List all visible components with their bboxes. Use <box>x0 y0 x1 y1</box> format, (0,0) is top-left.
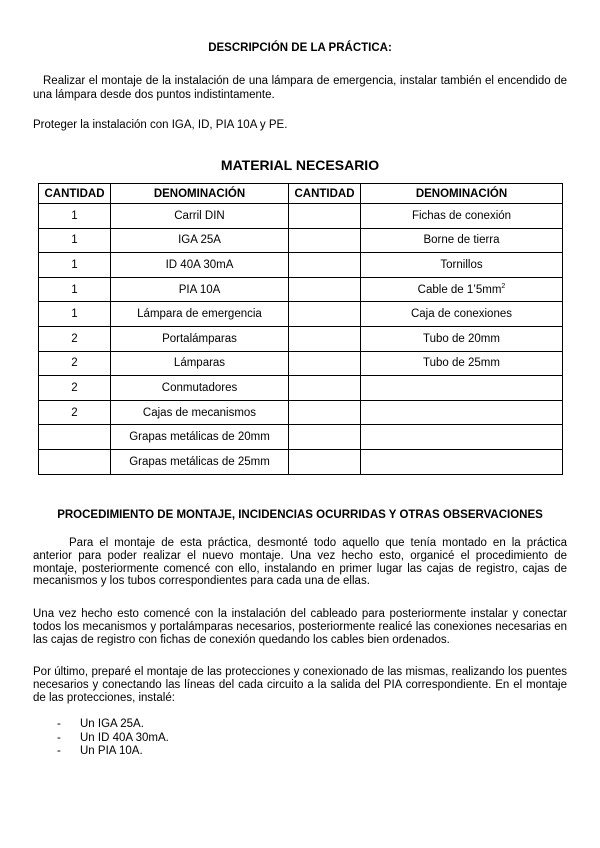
item-cell: Lámpara de emergencia <box>111 302 289 327</box>
table-row <box>39 277 563 302</box>
qty-cell: 2 <box>39 376 111 401</box>
qty-cell <box>289 253 361 278</box>
table-row <box>39 302 563 327</box>
table-header-row <box>39 184 563 204</box>
protections-list <box>57 718 169 759</box>
table-row <box>39 351 563 376</box>
qty-cell: 1 <box>39 228 111 253</box>
practice-heading: DESCRIPCIÓN DE LA PRÁCTICA: <box>208 42 392 54</box>
item-cell: Tubo de 20mm <box>361 326 563 351</box>
qty-cell: 1 <box>39 204 111 229</box>
table-row <box>39 376 563 401</box>
item-cell <box>361 376 563 401</box>
item-cell: Lámparas <box>111 351 289 376</box>
qty-cell <box>289 425 361 450</box>
header-cantidad-2: CANTIDAD <box>289 184 361 204</box>
table-row <box>39 204 563 229</box>
item-cell: Tornillos <box>361 253 563 278</box>
item-cell: Caja de conexiones <box>361 302 563 327</box>
qty-cell: 2 <box>39 326 111 351</box>
qty-cell <box>289 302 361 327</box>
practice-paragraph-1: Realizar el montaje de la instalación de una lámpara de emergencia, instalar también el encendido de una lámpara desde dos puntos indistintamente. <box>33 75 567 101</box>
item-cell: Grapas metálicas de 25mm <box>111 449 289 474</box>
table-row <box>39 253 563 278</box>
item-cell: Fichas de conexión <box>361 204 563 229</box>
qty-cell <box>289 204 361 229</box>
material-heading: MATERIAL NECESARIO <box>220 157 380 173</box>
list-item: - Un IGA 25A. <box>57 718 169 732</box>
qty-cell: 2 <box>39 400 111 425</box>
qty-cell: 1 <box>39 253 111 278</box>
practice-paragraph-2: Proteger la instalación con IGA, ID, PIA 10A y PE. <box>33 119 288 131</box>
table-row <box>39 400 563 425</box>
qty-cell <box>289 326 361 351</box>
header-denominacion-2: DENOMINACIÓN <box>361 184 563 204</box>
item-cell: ID 40A 30mA <box>111 253 289 278</box>
qty-cell: 1 <box>39 277 111 302</box>
qty-cell: 2 <box>39 351 111 376</box>
superscript: 2 <box>501 282 506 290</box>
qty-cell <box>289 376 361 401</box>
item-cell: PIA 10A <box>111 277 289 302</box>
qty-cell <box>39 449 111 474</box>
table-row <box>39 326 563 351</box>
header-denominacion-1: DENOMINACIÓN <box>111 184 289 204</box>
procedure-paragraph-2: Una vez hecho esto comencé con la instalación del cableado para posteriormente instalar y conectar todos los mecanismos y portalámparas necesarios, posteriormente realicé las conexiones necesarias en las cajas de registro con fichas de conexión quedando los cables bien ordenados. <box>33 608 567 646</box>
item-cell: Cajas de mecanismos <box>111 400 289 425</box>
material-table <box>38 183 563 475</box>
qty-cell <box>289 449 361 474</box>
item-cell: Carril DIN <box>111 204 289 229</box>
item-cell <box>361 277 563 302</box>
qty-cell: 1 <box>39 302 111 327</box>
cable-label: Cable de 1’5mm <box>417 283 502 296</box>
table-row <box>39 425 563 450</box>
qty-cell <box>289 400 361 425</box>
qty-cell <box>289 228 361 253</box>
list-item: - Un ID 40A 30mA. <box>57 732 169 746</box>
item-cell <box>361 425 563 450</box>
item-cell: Grapas metálicas de 20mm <box>111 425 289 450</box>
item-cell: Borne de tierra <box>361 228 563 253</box>
qty-cell <box>289 277 361 302</box>
qty-cell <box>39 425 111 450</box>
item-cell: IGA 25A <box>111 228 289 253</box>
list-item: - Un PIA 10A. <box>57 745 169 759</box>
procedure-paragraph-1: Para el montaje de esta práctica, desmonté todo aquello que tenía montado en la práctica anterior para poder realizar el nuevo montaje. Una vez hecho esto, organicé el procedimiento de montaje, posteriormente comencé con ello, instalando en primer lugar las cajas de registro, cajas de mecanismos y los tubos correspondientes para cada una de ellas. <box>33 537 567 588</box>
qty-cell <box>289 351 361 376</box>
table-row <box>39 449 563 474</box>
item-cell: Conmutadores <box>111 376 289 401</box>
table-row <box>39 228 563 253</box>
item-cell: Portalámparas <box>111 326 289 351</box>
procedure-heading: PROCEDIMIENTO DE MONTAJE, INCIDENCIAS OCURRIDAS Y OTRAS OBSERVACIONES <box>57 509 543 521</box>
practice-description <box>33 75 567 102</box>
header-cantidad-1: CANTIDAD <box>39 184 111 204</box>
item-cell <box>361 449 563 474</box>
procedure-paragraph-3: Por último, preparé el montaje de las protecciones y conexionado de las mismas, realizando los puentes necesarios y conectando las líneas del cada circuito a la salida del PIA correspondiente. En el montaje de las protecciones, instalé: <box>33 666 567 704</box>
item-cell <box>361 400 563 425</box>
item-cell: Tubo de 25mm <box>361 351 563 376</box>
